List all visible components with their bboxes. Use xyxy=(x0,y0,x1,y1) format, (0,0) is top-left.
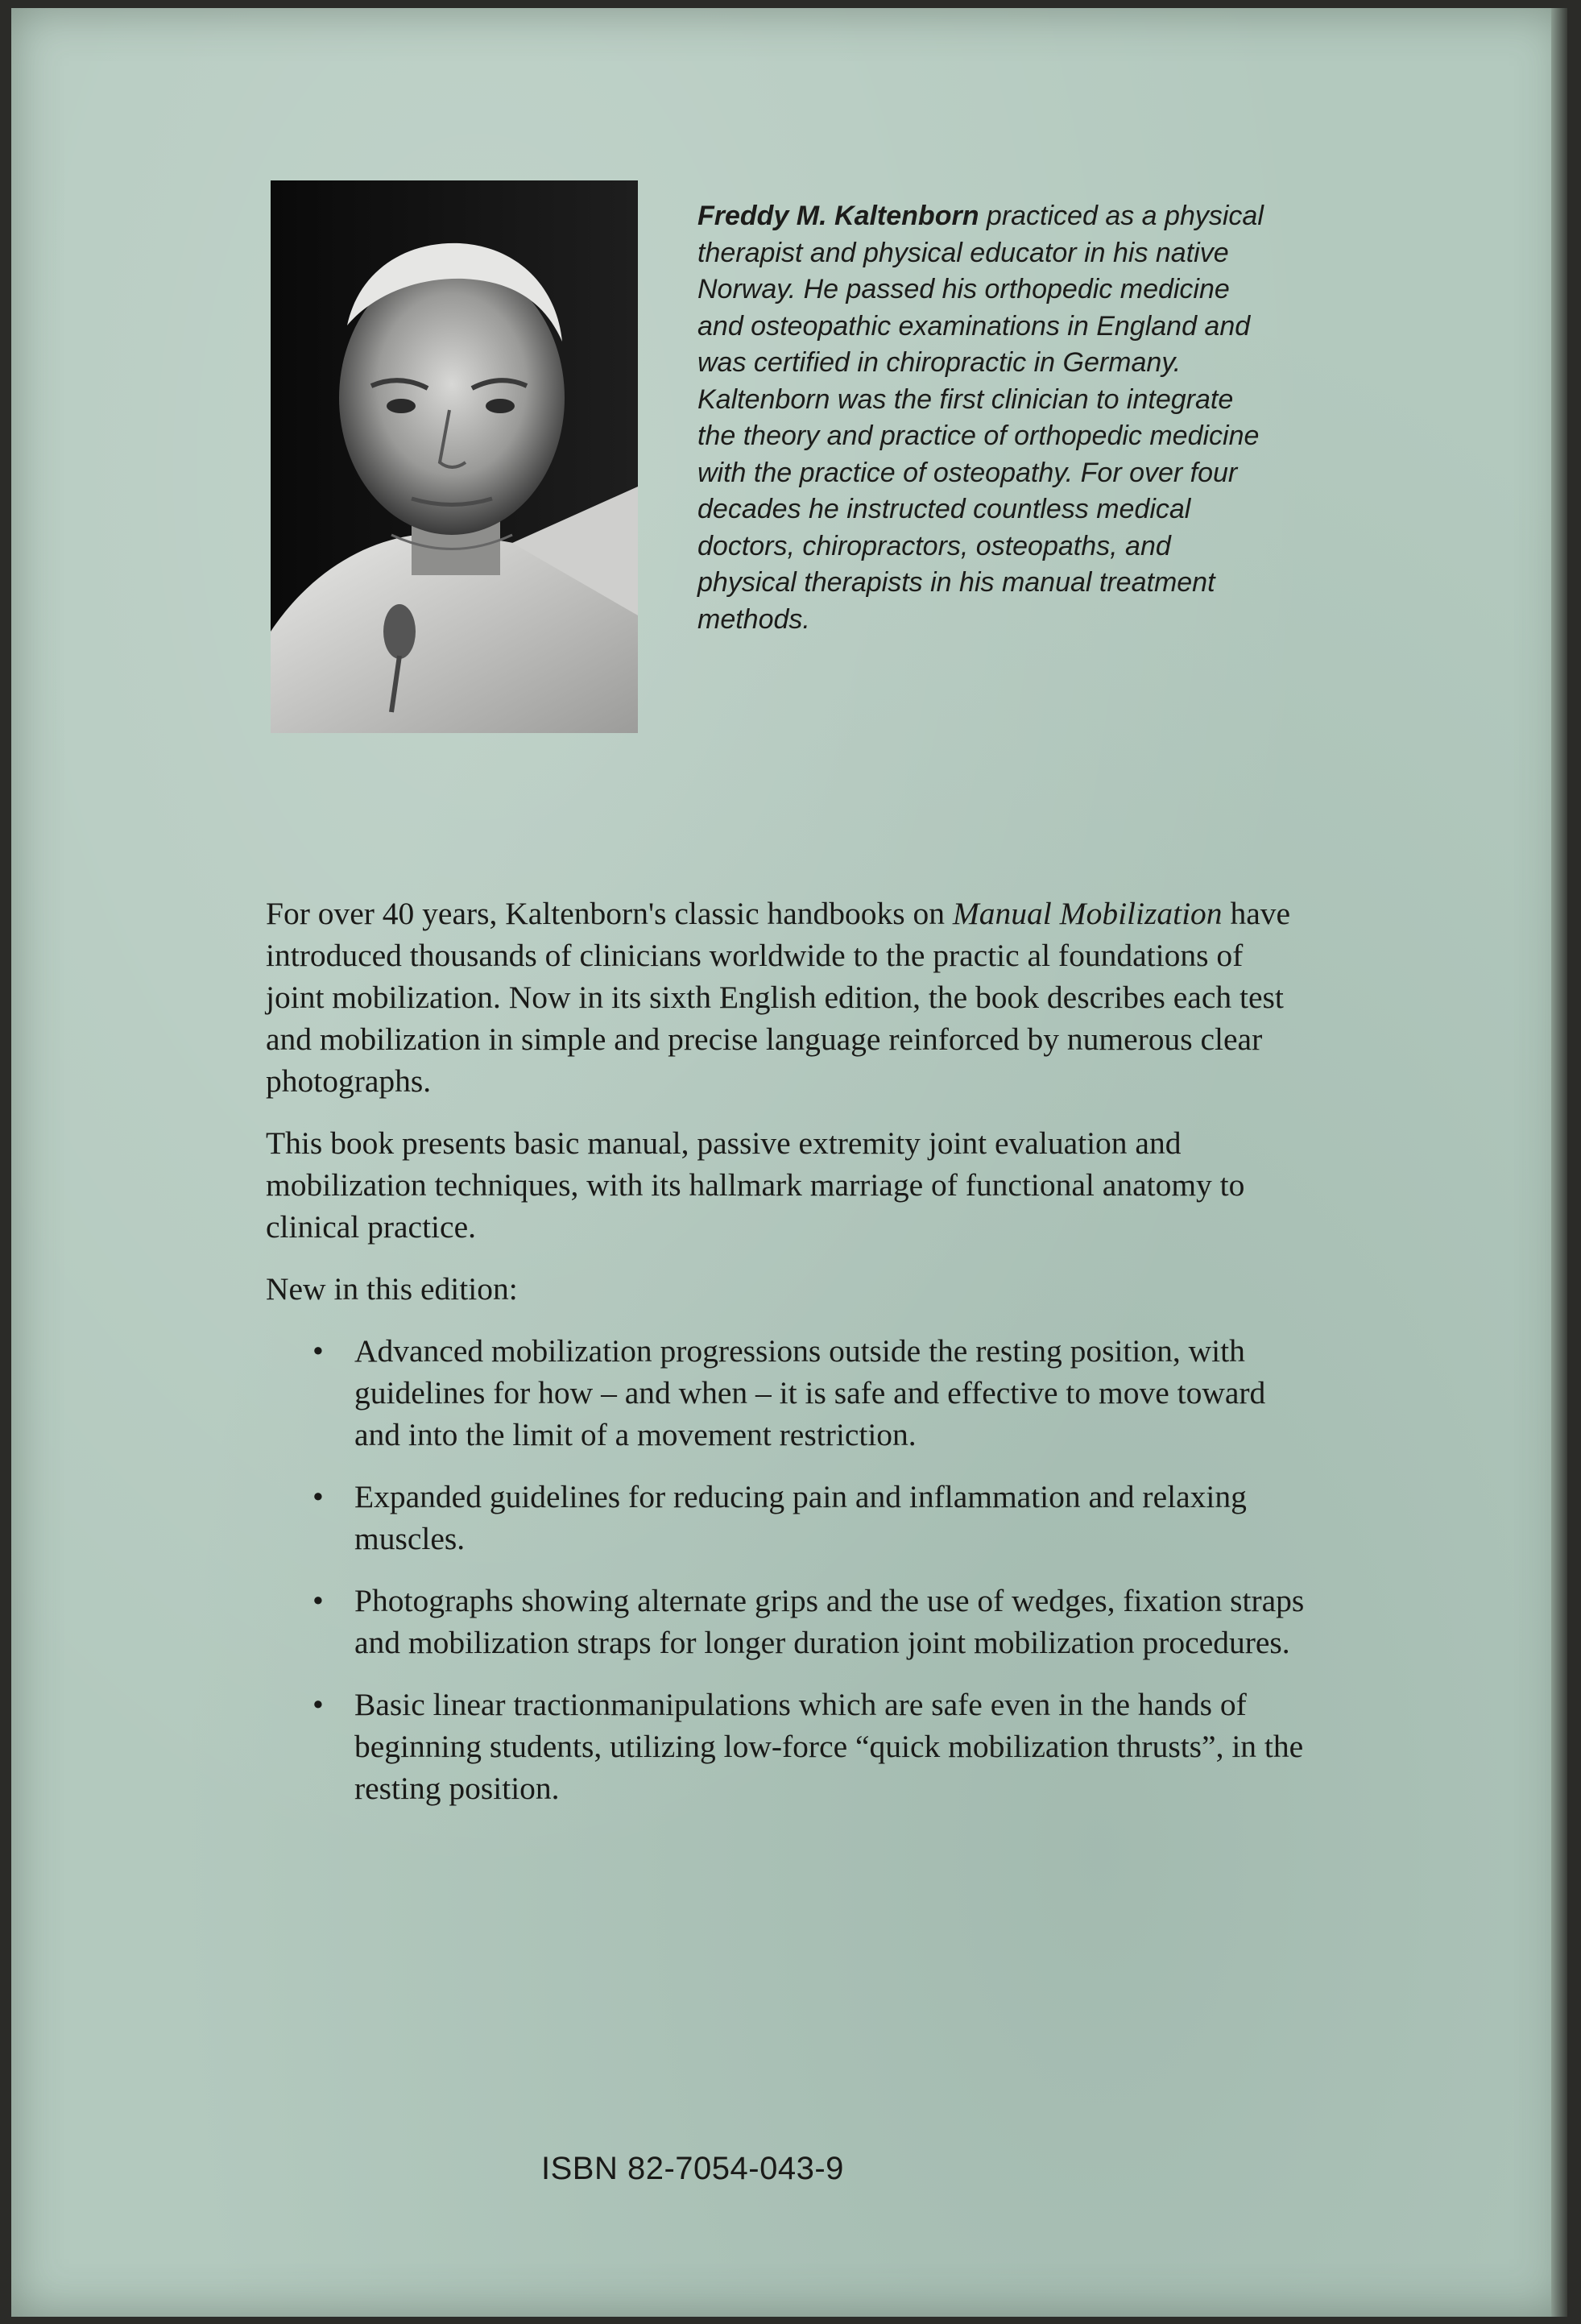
bullet-icon: • xyxy=(312,1583,324,1618)
author-bio xyxy=(697,198,1277,638)
author-bio-text: practiced as a physical therapist and physical educator in his native Norway. He passed his orthopedic medicine and osteopathic examinations in England and was certified in chiropractic in Germany. Kaltenborn was the first clinician to integrate the theory and practice of orthopedic medicine with the practice of osteopathy. For over four decades he instructed countless medical doctors, chiropractors, osteopaths, and physical therapists in his manual treatment methods. xyxy=(697,201,1264,635)
list-item xyxy=(312,1684,1305,1809)
list-item xyxy=(312,1476,1305,1560)
bullet-icon: • xyxy=(312,1687,324,1722)
list-item-text: Basic linear tractionmanipulations which are safe even in the hands of beginning students, utilizing low-force “quick mobilization thrusts”, in the resting position. xyxy=(354,1687,1304,1806)
author-photo xyxy=(271,180,638,733)
description-paragraph-2: This book presents basic manual, passive extremity joint evaluation and mobilization techniques, with its hallmark marriage of functional anatomy to clinical practice. xyxy=(266,1125,1245,1245)
author-name: Freddy M. Kaltenborn xyxy=(697,201,979,231)
list-item xyxy=(312,1580,1305,1663)
book-back-cover xyxy=(11,8,1567,2317)
list-item xyxy=(312,1330,1305,1456)
description-paragraph-1 xyxy=(266,893,1305,1102)
book-title: Manual Mobilization xyxy=(952,896,1223,931)
list-item-text: Advanced mobilization progressions outside the resting position, with guidelines for how – and when – it is safe and effective to move toward and into the limit of a movement restriction. xyxy=(354,1333,1266,1452)
cover-edge xyxy=(1551,8,1567,2317)
new-features-list xyxy=(266,1330,1305,1809)
list-item-text: Expanded guidelines for reducing pain and inflammation and relaxing muscles. xyxy=(354,1479,1247,1556)
new-edition-heading: New in this edition: xyxy=(266,1271,518,1307)
bullet-icon: • xyxy=(312,1479,324,1514)
isbn-number: ISBN 82-7054-043-9 xyxy=(541,2151,844,2186)
author-portrait-image xyxy=(271,180,638,733)
description-p1-after: have introduced thousands of clinicians worldwide to the practic al foundations of joint mobilization. Now in its sixth English edition, the book describes each test and mobilization in simple and precise language reinforced by numerous clear photographs. xyxy=(266,896,1291,1099)
description-p1-before: For over 40 years, Kaltenborn's classic handbooks on xyxy=(266,896,953,931)
book-description xyxy=(266,893,1305,1829)
bullet-icon: • xyxy=(312,1333,324,1369)
list-item-text: Photographs showing alternate grips and the use of wedges, fixation straps and mobilization straps for longer duration joint mobilization procedures. xyxy=(354,1583,1305,1660)
